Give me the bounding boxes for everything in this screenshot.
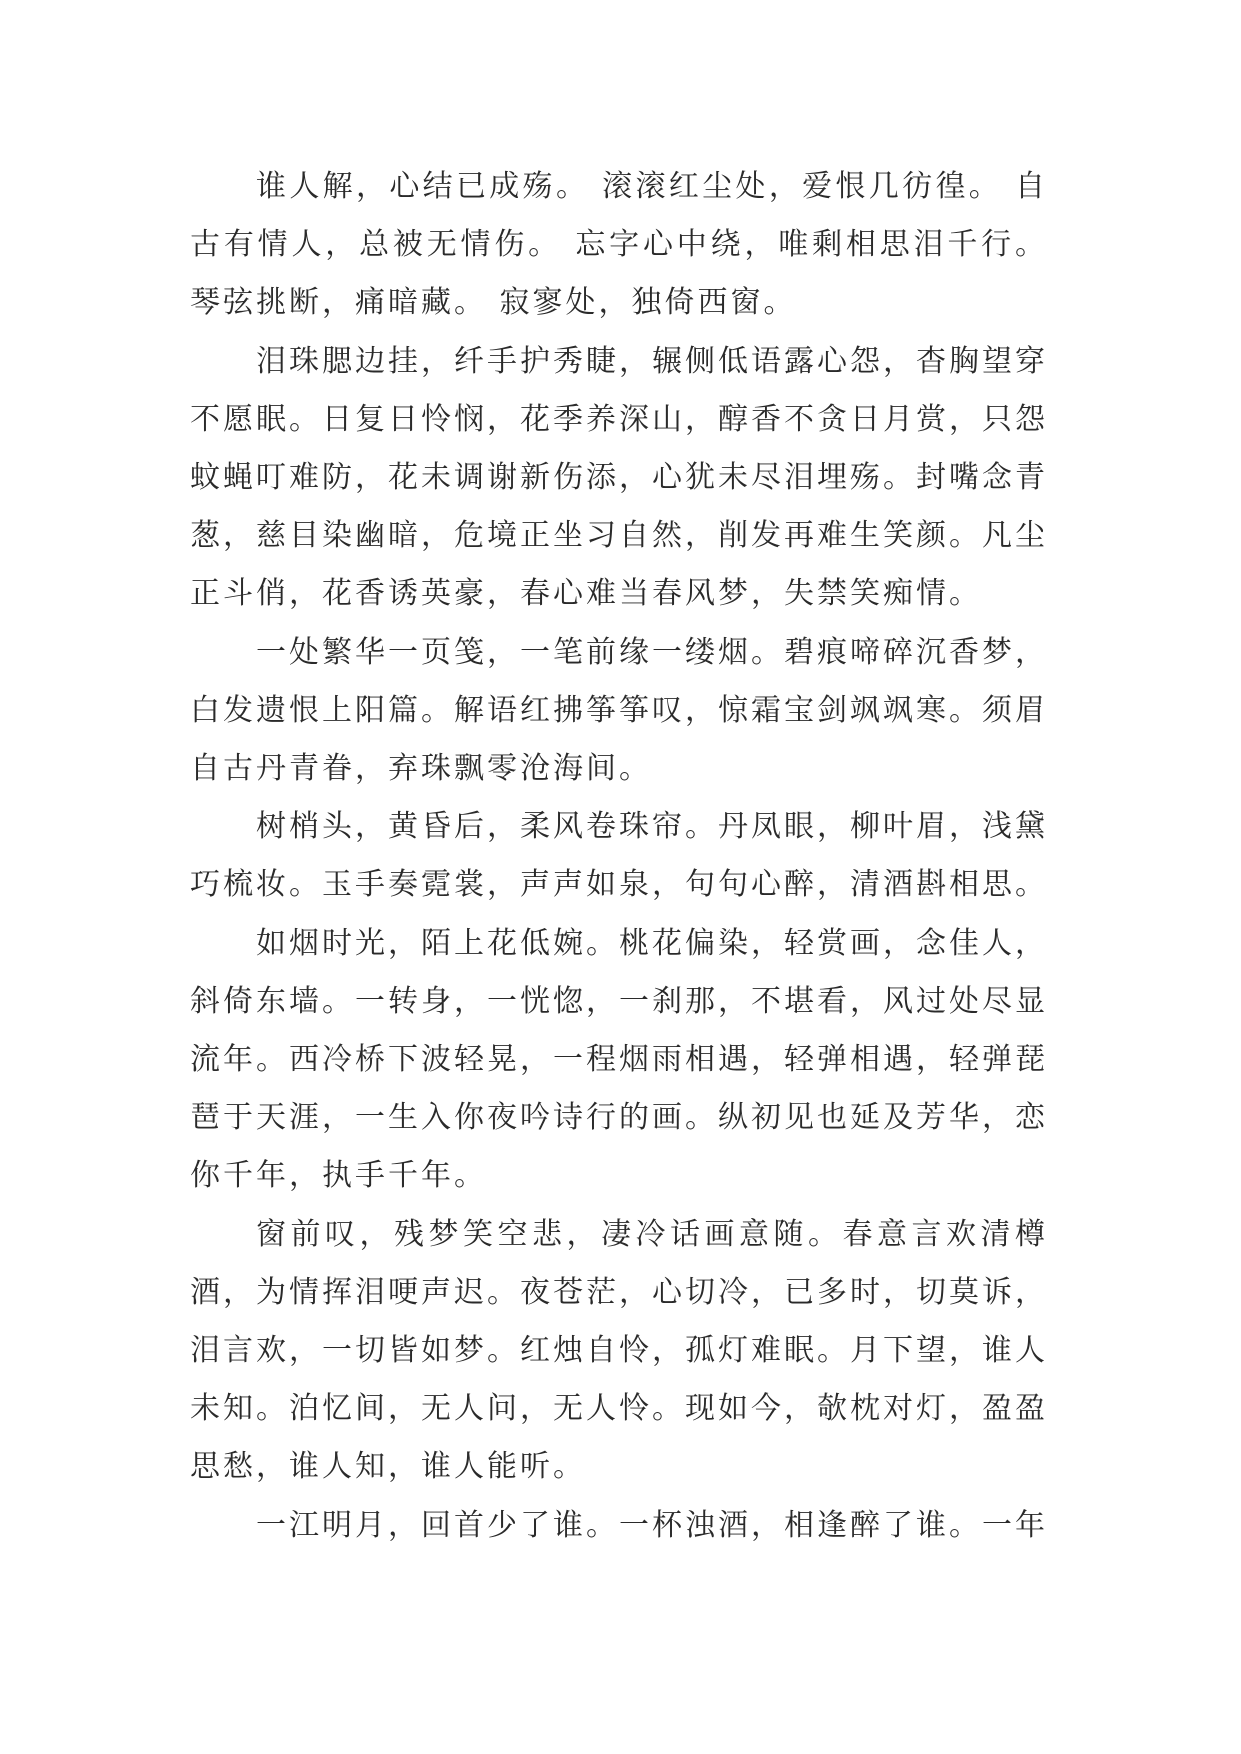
paragraph-1: 谁人解，心结已成殇。 滚滚红尘处，爱恨几彷徨。 自古有情人，总被无情伤。 忘字心中绕，唯剩相思泪千行。琴弦挑断，痛暗藏。 寂寥处，独倚西窗。 bbox=[190, 169, 1048, 321]
paragraph-3: 一处繁华一页笺，一笔前缘一缕烟。碧痕啼碎沉香梦，白发遗恨上阳篇。解语红拂筝筝叹，惊霜宝剑飒飒寒。须眉自古丹青眷，弃珠飘零沧海间。 bbox=[190, 634, 1048, 787]
document-body bbox=[190, 158, 1048, 1555]
paragraph-7: 一江明月，回首少了谁。一杯浊酒，相逢醉了谁。一年 bbox=[256, 1507, 1048, 1543]
paragraph-5: 如烟时光，陌上花低婉。桃花偏染，轻赏画，念佳人，斜倚东墙。一转身，一恍惚，一刹那，不堪看，风过处尽显流年。西冷桥下波轻晃，一程烟雨相遇，轻弹相遇，轻弹琵琶于天涯，一生入你夜吟诗行的画。纵初见也延及芳华，恋你千年，执手千年。 bbox=[190, 925, 1048, 1194]
paragraph-4: 树梢头，黄昏后，柔风卷珠帘。丹凤眼，柳叶眉，浅黛巧梳妆。玉手奏霓裳，声声如泉，句句心醉，清酒斟相思。 bbox=[190, 809, 1048, 903]
paragraph-6: 窗前叹，残梦笑空悲，凄冷话画意随。春意言欢清樽酒，为情挥泪哽声迟。夜苍茫，心切冷，已多时，切莫诉，泪言欢，一切皆如梦。红烛自怜，孤灯难眠。月下望，谁人未知。泊忆间，无人问，无人怜。现如今，欹枕对灯，盈盈思愁，谁人知，谁人能听。 bbox=[190, 1216, 1048, 1485]
paragraph-2: 泪珠腮边挂，纤手护秀睫，辗侧低语露心怨，杳胸望穿不愿眠。日复日怜悯，花季养深山，醇香不贪日月赏，只怨蚊蝇叮难防，花未调谢新伤添，心犹未尽泪埋殇。封嘴念青葱，慈目染幽暗，危境正坐习自然，削发再难生笑颜。凡尘正斗俏，花香诱英豪，春心难当春风梦，失禁笑痴情。 bbox=[190, 343, 1048, 612]
